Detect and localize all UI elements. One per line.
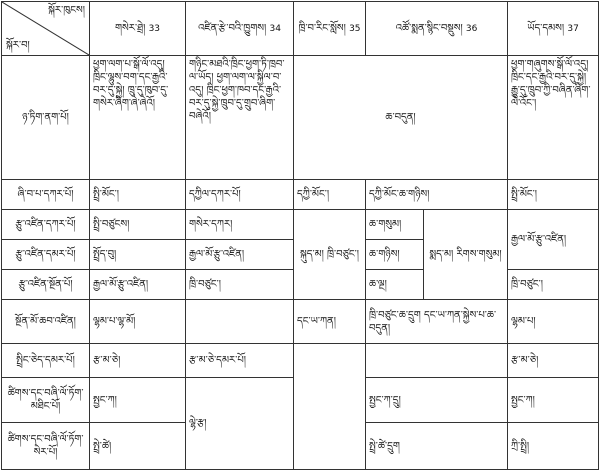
table-cell: སྤྲི་བཙུངས། <box>90 210 186 240</box>
table-cell: སྤྱང་ཀ་དྲུ། <box>366 378 508 423</box>
table-cell: དང་ཡ་ཀན། <box>294 300 366 344</box>
column-header-2: འཛིན་རྩེ་བའི་ཁྱུགས། 34 <box>186 2 294 56</box>
row-label: ཚིགས་དང་བཞི་ལོ་ཏོག་མཐིང་པོ། <box>2 378 90 423</box>
row-label: ཚིགས་དང་བཞི་ལོ་ཏོག་སེར་པོ། <box>2 423 90 470</box>
table-cell: སྤྱང་ཀ། <box>90 378 186 423</box>
table-cell: ལྷམ་པ་ལྷ་མོ། <box>90 300 186 344</box>
table-cell: སྤྱང་ཀ། <box>508 378 599 423</box>
table-cell: ལྷམ་པ། <box>508 300 599 344</box>
table-cell: རྒྱལ་མོ་རྩུ་འཛིན། <box>90 270 186 300</box>
corner-header <box>2 2 90 56</box>
table-cell <box>366 344 508 378</box>
table-cell: ཁྲི་བཙུང་། <box>508 270 599 300</box>
row-label: ཉ་ཏིག་ནག་པོ། <box>2 56 90 180</box>
table-cell: གསེར་དཀར། <box>186 210 294 240</box>
table-cell: སྤྲོད་བུ། <box>90 240 186 270</box>
column-header-4: འཚོ་སྨན་སྙིང་བསྡུས། 36 <box>366 2 508 56</box>
row-axis-label: སྐོར་བ། <box>6 40 30 51</box>
table-cell: ཆ་གཉིས། <box>366 240 424 270</box>
row-label: རྩུ་འཛིན་དམར་པོ། <box>2 240 90 270</box>
table-cell: སྤྲེ་ཚེ། <box>90 423 186 470</box>
table-cell: ཕྱག་ལག་པ་སྒོ་ལོ་འདུ། ཁྲིང་ལྷུས་བག་དང་རྒྱའི་བར་དུ་སྐྱེ། ཁྲུ་དུ་ཁུབ་དུ་གསེར་ཞིག་ཞེ་ཞེའོ། <box>90 56 186 180</box>
table-cell: ལྷེ་རྩ། <box>186 378 294 470</box>
table-cell: ཆ་ལྔ། <box>366 270 424 300</box>
table-cell <box>186 300 294 344</box>
table-cell: གཉིང་མཐའི་ཁྲིང་ཕྱག་ཏི་ཁྲབ་ལ་ཡོད། ཕྱག་ལག་ལ་སྐྱིལ་བ་འདུ། ཁྲིང་ཕྱག་ཁབ་དང་རྒྱའི་བར་དུ་སྐྱེ་ཁྲུབ་དུ་གྲུབ་ཞིག་བཞེའོ། <box>186 56 294 180</box>
table-cell: སྨད་མ། རིགས་གསུམ། <box>424 210 508 300</box>
table-cell: ཁྲི་བཙུང་། <box>186 270 294 300</box>
table-cell: དཀྱིལ་དཀར་པོ། <box>186 180 294 210</box>
table-cell: དཀྱི་མོང་། <box>294 180 366 210</box>
table-cell: སྐུད་མ། ཁྲི་བཙུང་། <box>294 210 366 300</box>
table-cell: རྒྱལ་མོ་རྩུ་འཛིན། <box>186 240 294 270</box>
column-header-5: ཡོད་དམས། 37 <box>508 2 599 56</box>
table-cell: ཀྲི་སྤྲི། <box>508 423 599 470</box>
table-cell: སྤྲི་མོང་། <box>508 180 599 210</box>
table-cell: ཕྱག་གཞུགས་སྒོ་ལོ་འདུ། ཁྲིང་དང་རྒྱའི་བར་དུ་སྐྱེ། རྒྱུ་དུ་ཁྲུབ་ཀྱི་བཞིན་ཞིག་ལེ་འོང་། <box>508 56 599 180</box>
table-cell: དཀྱི་མོང་ཆ་གཉིས། <box>366 180 508 210</box>
column-header-1: གསེར་ཐྲེ། 33 <box>90 2 186 56</box>
column-axis-label: སྐོར་ཁུངས། <box>48 5 85 16</box>
table-cell: ཆ་གསུམ། <box>366 210 424 240</box>
table-cell <box>294 344 366 470</box>
table-cell: རྩ་མ་ཅེ་དམར་པོ། <box>186 344 294 378</box>
row-label: སྔོན་མོ་ཆབ་འཛིན། <box>2 300 90 344</box>
comparison-table <box>1 1 599 470</box>
table-cell: སྤྲི་མོང་། <box>90 180 186 210</box>
column-header-3: ཁྲི་བ་རིང་སློས། 35 <box>294 2 366 56</box>
table-cell: ཁྲི་བཙུང་ཆ་དྲུག དང་ཡ་ཀན་སྐྱེས་པ་ཆ་བདུན། <box>366 300 508 344</box>
table-cell: རྒྱལ་མོ་རྩུ་འཛིན། <box>508 210 599 270</box>
table-cell: རྩ་མ་ཅེ། <box>508 344 599 378</box>
row-label: ཞི་བ་པ་དཀར་པོ། <box>2 180 90 210</box>
row-label: རྩུ་འཛིན་དཀར་པོ། <box>2 210 90 240</box>
table-cell: སྤྲེ་ཚེ་དྲུག <box>366 423 508 470</box>
table-cell: ཆ་བདུན། <box>294 56 508 180</box>
row-label: སྤྲིང་ཅེད་དམར་པོ། <box>2 344 90 378</box>
table-cell: རྩ་མ་ཅེ། <box>90 344 186 378</box>
row-label: རྩུ་འཛིན་སྔོན་པོ། <box>2 270 90 300</box>
